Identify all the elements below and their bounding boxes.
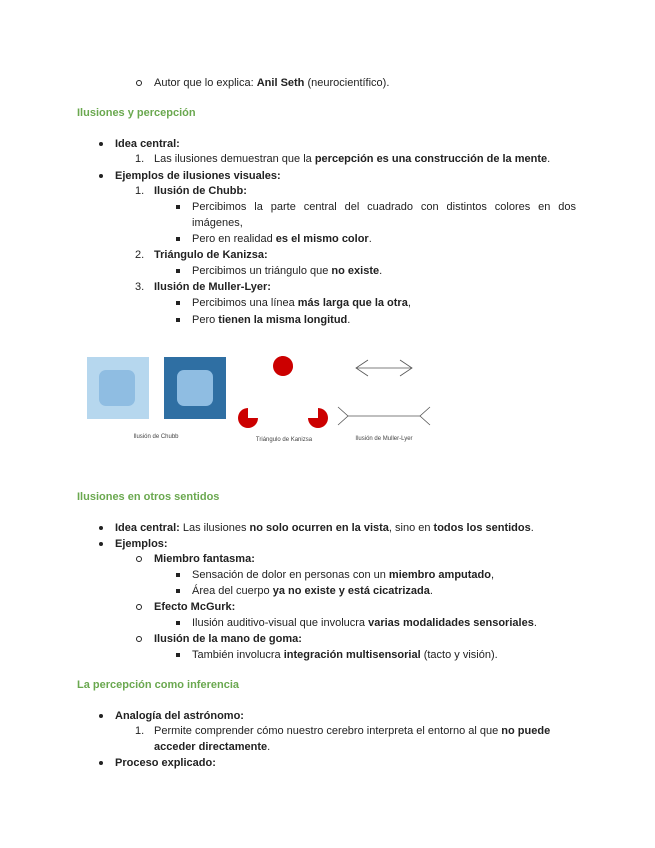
square-bullet-icon (176, 205, 180, 209)
circle-bullet-icon (136, 80, 142, 86)
analogy-item-line1: Permite comprender cómo nuestro cerebro interpreta el entorno al que no puede (154, 725, 551, 737)
list-number: 3. (135, 281, 145, 293)
mcgurk-title: Efecto McGurk: (154, 601, 236, 613)
chubb-title: Ilusión de Chubb: (154, 185, 247, 197)
muller-lyer-illusion-image (338, 360, 430, 425)
illusions-figure (84, 350, 444, 450)
bullet-icon (99, 142, 103, 146)
circle-bullet-icon (136, 636, 142, 642)
process-label: Proceso explicado: (115, 757, 216, 769)
kanizsa-bullet-1: Percibimos un triángulo que no existe. (192, 265, 383, 277)
analogy-item-line2: acceder directamente. (154, 741, 271, 753)
bullet-icon (99, 714, 103, 718)
rubber-hand-title: Ilusión de la mano de goma: (154, 633, 302, 645)
circle-bullet-icon (136, 604, 142, 610)
heading-ilusiones-percepcion: Ilusiones y percepción (77, 107, 196, 119)
phantom-bullet-2: Área del cuerpo ya no existe y está cicatrizada. (192, 585, 433, 597)
list-number: 1. (135, 185, 145, 197)
square-bullet-icon (176, 653, 180, 657)
bullet-icon (99, 174, 103, 178)
square-bullet-icon (176, 621, 180, 625)
list-number: 2. (135, 249, 145, 261)
muller-caption: Ilusión de Muller-Lyer (355, 436, 413, 442)
list-number: 1. (135, 153, 145, 165)
idea-central-line: Idea central: Las ilusiones no solo ocurren en la vista, sino en todos los sentidos. (115, 522, 534, 534)
chubb-bullet-2: Pero en realidad es el mismo color. (192, 233, 372, 245)
muller-tail-bottom-right (420, 407, 430, 425)
list-number: 1. (135, 725, 145, 737)
analogy-label: Analogía del astrónomo: (115, 710, 244, 722)
muller-title: Ilusión de Muller-Lyer: (154, 281, 271, 293)
bullet-icon (99, 542, 103, 546)
bullet-icon (99, 526, 103, 530)
chubb-center-dark (177, 370, 213, 406)
chubb-center-light (99, 370, 135, 406)
idea-central-label: Idea central: (115, 138, 180, 150)
kanizsa-pacman-left (238, 408, 258, 428)
phantom-title: Miembro fantasma: (154, 553, 255, 565)
chubb-caption: Ilusión de Chubb (133, 434, 179, 440)
square-bullet-icon (176, 318, 180, 322)
muller-bullet-1: Percibimos una línea más larga que la otra, (192, 297, 411, 309)
muller-tail-bottom-left (338, 407, 348, 425)
chubb-bullet-1b: imágenes, (192, 217, 243, 229)
chubb-bullet-1a: Percibimos la parte central del cuadrado con distintos colores en dos (192, 201, 576, 213)
chubb-illusion-image (87, 357, 226, 440)
square-bullet-icon (176, 301, 180, 305)
author-line: Autor que lo explica: Anil Seth (neurocientífico). (154, 77, 390, 89)
rubber-hand-bullet-1: También involucra integración multisensorial (tacto y visión). (192, 649, 498, 661)
heading-ilusiones-otros-sentidos: Ilusiones en otros sentidos (77, 491, 220, 503)
mcgurk-bullet-1: Ilusión auditivo-visual que involucra varias modalidades sensoriales. (192, 617, 537, 629)
square-bullet-icon (176, 269, 180, 273)
square-bullet-icon (176, 237, 180, 241)
circle-bullet-icon (136, 556, 142, 562)
square-bullet-icon (176, 589, 180, 593)
kanizsa-pacman-right (308, 408, 328, 428)
kanizsa-title: Triángulo de Kanizsa: (154, 249, 268, 261)
kanizsa-illusion-image (238, 352, 328, 443)
examples-label-2: Ejemplos: (115, 538, 168, 550)
idea-central-item: Las ilusiones demuestran que la percepción es una construcción de la mente. (154, 153, 551, 165)
bullet-icon (99, 761, 103, 765)
square-bullet-icon (176, 573, 180, 577)
kanizsa-caption: Triángulo de Kanizsa (255, 437, 313, 443)
heading-percepcion-inferencia: La percepción como inferencia (77, 679, 239, 691)
examples-label: Ejemplos de ilusiones visuales: (115, 170, 281, 182)
phantom-bullet-1: Sensación de dolor en personas con un miembro amputado, (192, 569, 495, 581)
muller-bullet-2: Pero tienen la misma longitud. (192, 314, 351, 326)
